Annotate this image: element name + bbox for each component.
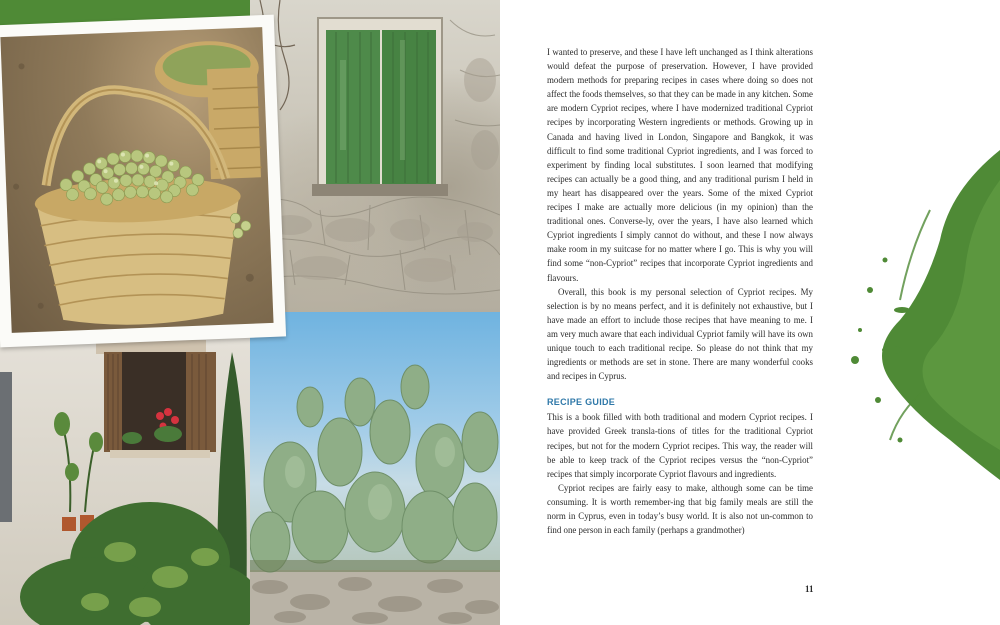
grape-basket-photo xyxy=(0,15,286,348)
body-text-column xyxy=(547,45,813,537)
page-number: 11 xyxy=(805,584,814,594)
text-page xyxy=(500,0,1000,625)
body-paragraph: This is a book filled with both traditional and modern Cypriot recipes. I have provided Greek transla-tions of titles for the traditional Cypriot recipes, but not for the modern Cypriot recipes. This way, the reader will be able to keep track of the Cypriot recipes versus the “non-Cypriot” recipes that simply incorporate Cypriot flavours and ingredients. xyxy=(547,412,813,479)
section-heading: RECIPE GUIDE xyxy=(547,397,616,408)
prickly-pear-cactus-photo xyxy=(250,312,500,625)
stone-wall-window-photo xyxy=(250,0,500,312)
cactus-illustration xyxy=(250,312,500,625)
body-paragraph: I wanted to preserve, and these I have left unchanged as I think alterations would defeat the purpose of preservation. However, I have provided modern methods for preparing recipes in cases where doing so does not affect the foods themselves, so that they can be made in any kitchen. Some are modern Cypriot recipes, where I have modernized traditional Cypriot recipes by incorporating Western ingredients or methods. Growing up in Canada and having lived in London, Singapore and Bangkok, it was difficult to find some traditional Cypriot ingredients, and I was forced to experiment by finding local substitutes. I soon learned that modifying recipes can actually be a good thing, and any traditional purism I held in my heart has disappeared over the years. Some of the mixed Cypriot recipes I make are actually more delicious (in my opinion) than the traditional ones. Converse-ly, over the years, I have also learned which Cypriot ingredients I simply cannot do without, and these I now always make room in my suitcase for no matter where I go. This is why you will find some “non-Cypriot” recipes that incorporate Cypriot ingredients and flavours. xyxy=(547,47,813,283)
grape-basket-image xyxy=(0,27,273,333)
body-paragraph: Overall, this book is my personal selection of Cypriot recipes. My selection is by no means perfect, and it is definitely not exhaustive, but I have made an effort to include those recipes that have meaning to me. I am very much aware that each individual Cypriot family will have its own unique touch to each traditional recipe. So please do not think that my ingredients or methods are set in stone. There are many wonderful cooks and recipes in Cyprus. xyxy=(547,286,813,382)
house-illustration xyxy=(0,312,250,625)
body-paragraph: Cypriot recipes are fairly easy to make, although some can be time consuming. It is worth remember-ing that big family meals are still the norm in Cyprus, even in today’s busy world. It is also not un-common to find one person in each family (perhaps a grandmother) xyxy=(547,482,813,536)
stone-wall-illustration xyxy=(250,0,500,312)
green-brush-stroke xyxy=(830,150,1000,480)
house-window-flowers-photo xyxy=(0,312,250,625)
grape-basket-illustration xyxy=(0,27,273,333)
